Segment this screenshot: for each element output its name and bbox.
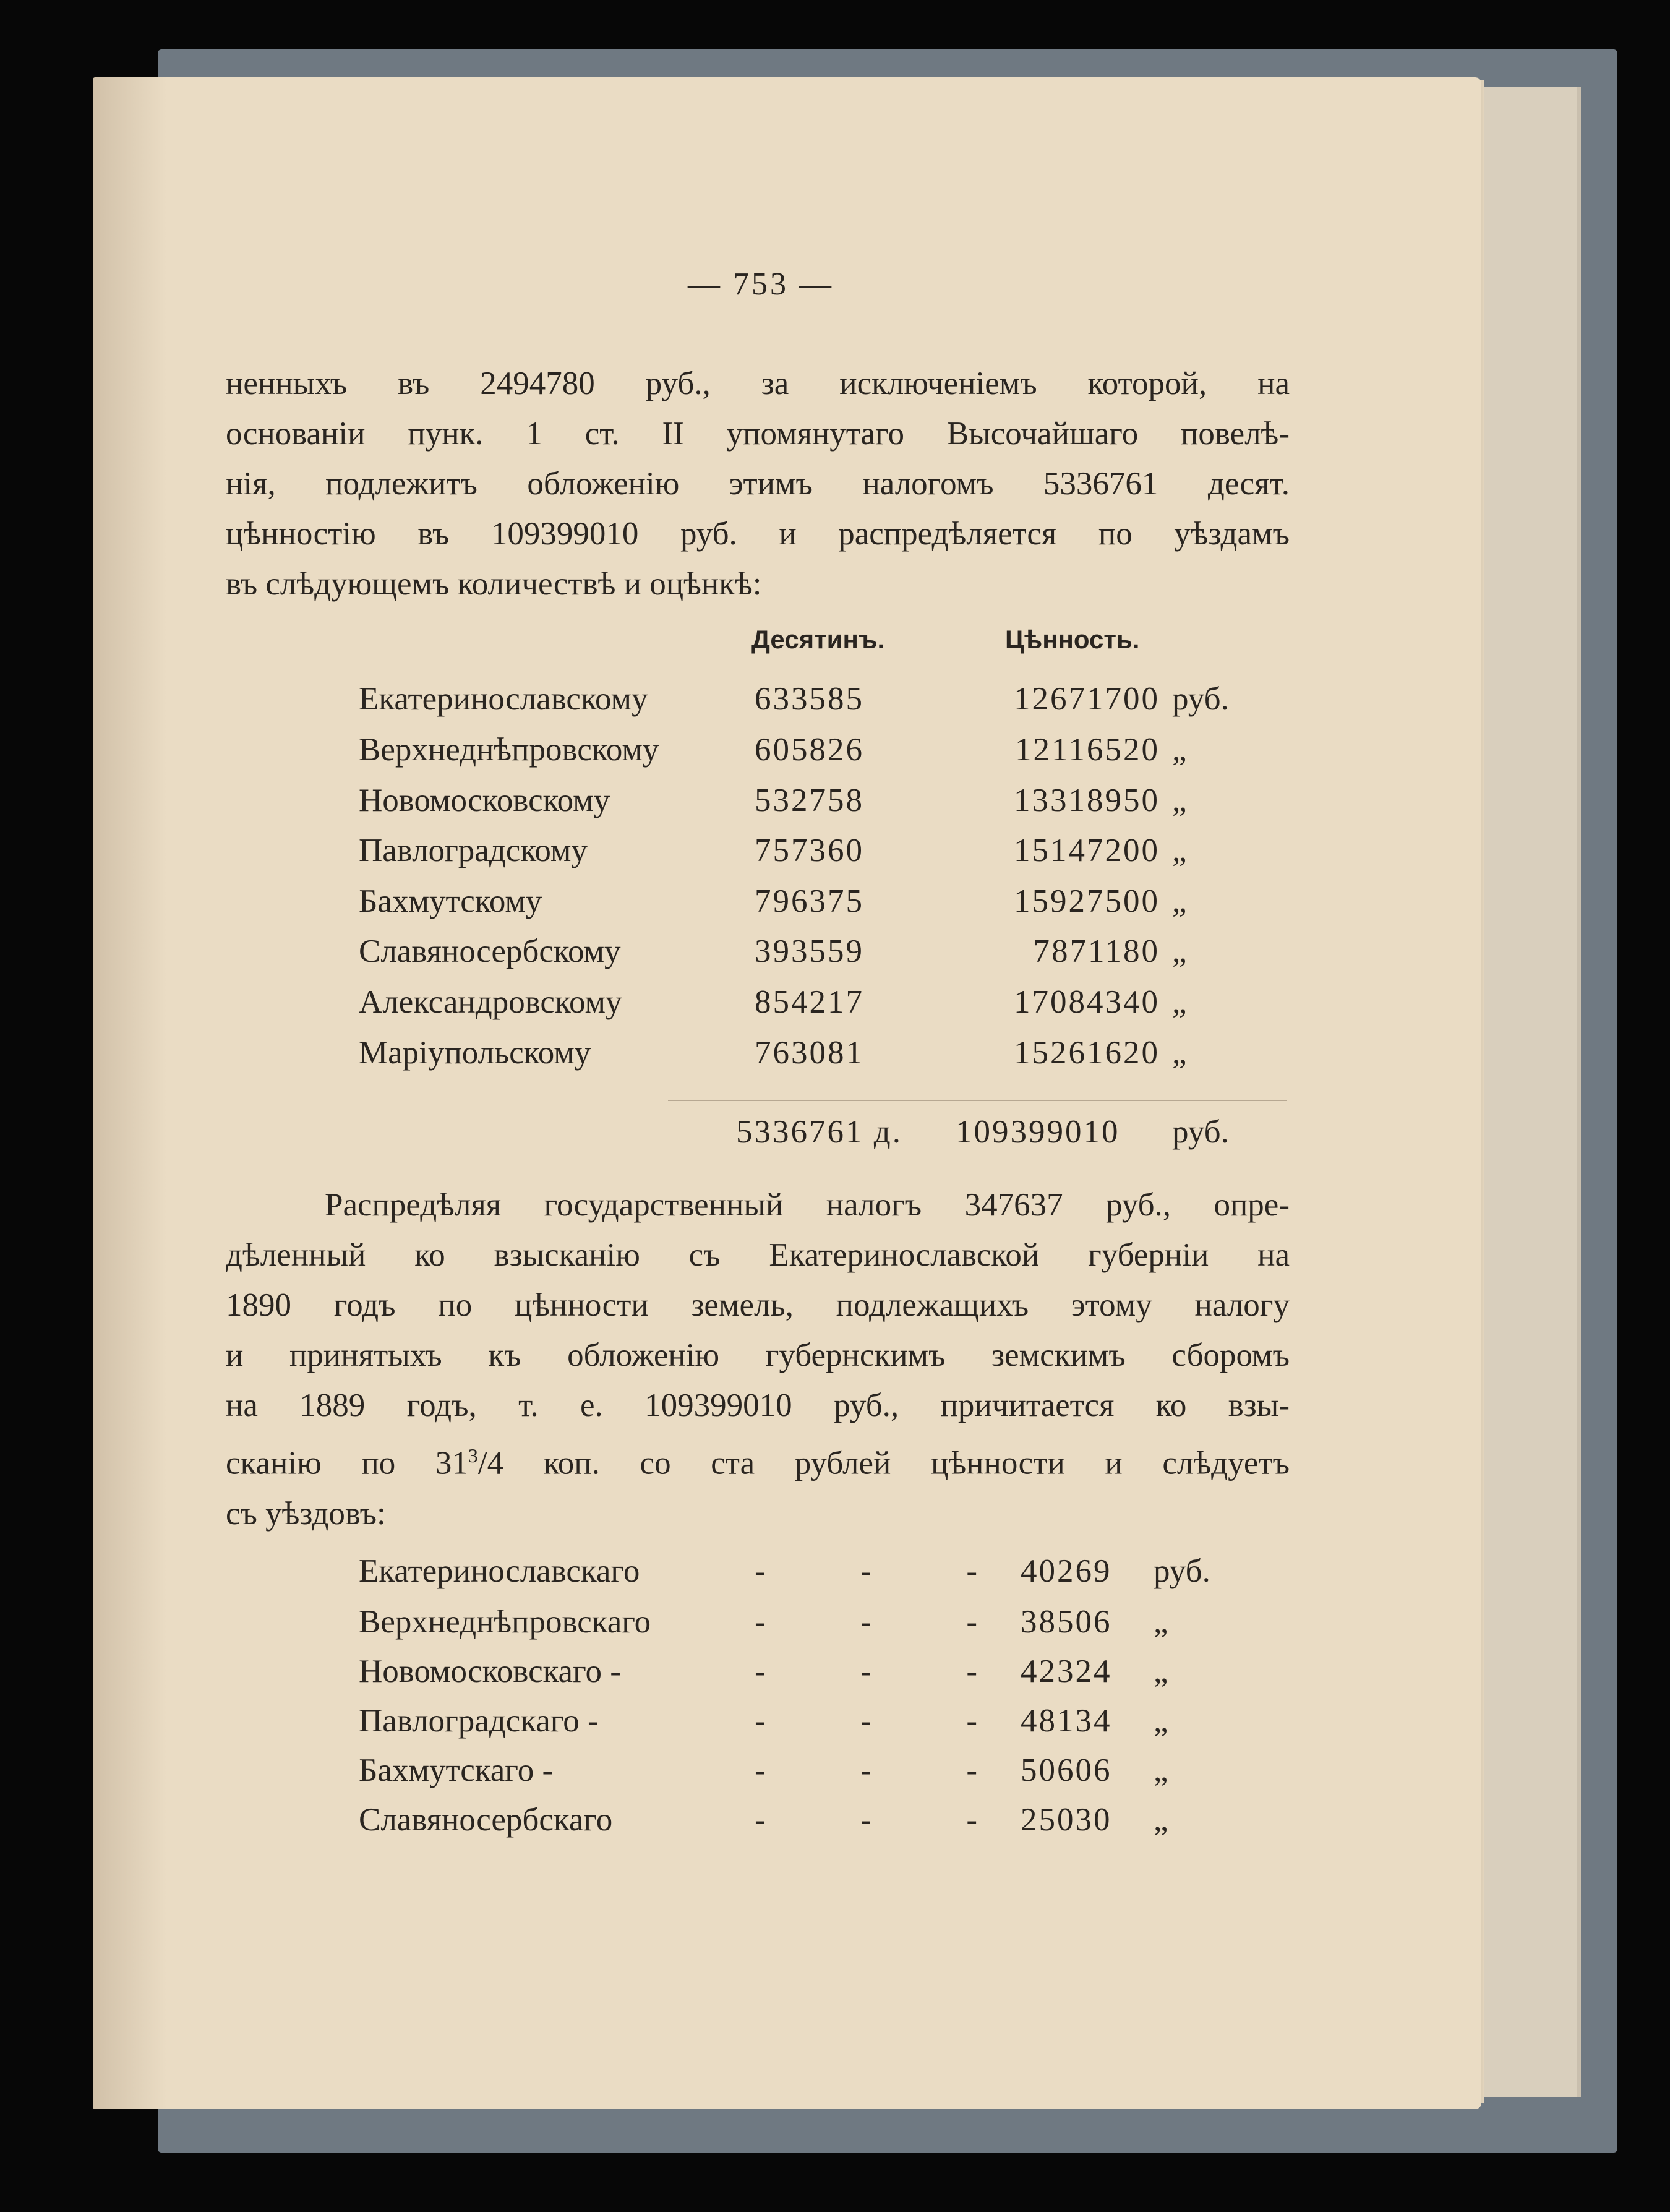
amount-cell: 48134 bbox=[1021, 1703, 1112, 1739]
total-desyatin: 5336761 д. bbox=[736, 1114, 902, 1150]
unit-cell: „ bbox=[1154, 1752, 1168, 1788]
district-name: Новомосковскому bbox=[359, 782, 610, 818]
text-line: и принятыхъ къ обложенію губернскимъ земскимъ сборомъ bbox=[226, 1337, 1290, 1373]
district-name: Славяносербскаго bbox=[359, 1802, 613, 1838]
unit-cell: „ bbox=[1172, 883, 1187, 919]
text-line: Распредѣляя государственный налогъ 347637 руб., опре- bbox=[325, 1187, 1290, 1223]
unit-cell: „ bbox=[1154, 1604, 1168, 1640]
table-row bbox=[0, 883, 1670, 932]
text-line: въ слѣдующемъ количествѣ и оцѣнкѣ: bbox=[226, 566, 762, 602]
leader-dashes: - - - bbox=[755, 1604, 977, 1640]
value-cell: 17084340 bbox=[1014, 984, 1160, 1020]
text-line: на 1889 годъ, т. е. 109399010 руб., причитается ко взы- bbox=[226, 1387, 1290, 1423]
leader-dashes: - - - bbox=[755, 1752, 977, 1788]
desyatin-cell: 532758 bbox=[755, 782, 864, 818]
paragraph-1 bbox=[226, 359, 1290, 609]
table-row bbox=[0, 984, 1670, 1033]
paragraph-2 bbox=[226, 1180, 1290, 1539]
desyatin-cell: 393559 bbox=[755, 933, 864, 969]
text-line: цѣнностію въ 109399010 руб. и распредѣляется по уѣздамъ bbox=[226, 516, 1290, 552]
value-cell: 15927500 bbox=[1014, 883, 1160, 919]
value-cell: 15261620 bbox=[1014, 1035, 1160, 1071]
district-name: Павлоградскаго - bbox=[359, 1703, 599, 1739]
sum-rule bbox=[668, 1100, 1287, 1101]
table-row bbox=[0, 1034, 1670, 1084]
table-row bbox=[0, 933, 1670, 982]
table-row bbox=[0, 1603, 1670, 1653]
page-number: — 753 — bbox=[688, 267, 834, 302]
unit-cell: „ bbox=[1172, 782, 1187, 818]
unit-cell: „ bbox=[1172, 933, 1187, 969]
value-cell: 12116520 bbox=[1014, 732, 1160, 768]
text-line: нія, подлежитъ обложенію этимъ налогомъ 5336761 десят. bbox=[226, 466, 1290, 502]
table-row bbox=[0, 1801, 1670, 1851]
text-line bbox=[226, 1431, 1290, 1489]
table-row bbox=[0, 680, 1670, 730]
text-fragment: сканію по 31 bbox=[226, 1445, 468, 1481]
unit-cell: „ bbox=[1172, 1035, 1187, 1071]
table-row bbox=[0, 782, 1670, 831]
text-line: съ уѣздовъ: bbox=[226, 1495, 386, 1532]
desyatin-cell: 605826 bbox=[755, 732, 864, 768]
unit-cell: „ bbox=[1154, 1653, 1168, 1689]
desyatin-cell: 854217 bbox=[755, 984, 864, 1020]
unit-cell: руб. bbox=[1154, 1553, 1210, 1589]
desyatin-cell: 796375 bbox=[755, 883, 864, 919]
leader-dashes: - - - bbox=[755, 1553, 977, 1589]
leader-dashes: - - - bbox=[755, 1653, 977, 1689]
column-header-desyatin: Десятинъ. bbox=[751, 625, 885, 654]
total-value: 109399010 bbox=[956, 1114, 1120, 1150]
column-header-value: Цѣнность. bbox=[1005, 625, 1140, 654]
value-cell: 12671700 bbox=[1014, 681, 1160, 717]
value-cell: 13318950 bbox=[1014, 782, 1160, 818]
amount-cell: 25030 bbox=[1021, 1802, 1112, 1838]
unit-cell: „ bbox=[1172, 732, 1187, 768]
leader-dashes: - - - bbox=[755, 1802, 977, 1838]
desyatin-cell: 633585 bbox=[755, 681, 864, 717]
district-name: Екатеринославскому bbox=[359, 681, 648, 717]
unit-cell: „ bbox=[1154, 1802, 1168, 1838]
district-name: Екатеринославскаго bbox=[359, 1553, 640, 1589]
text-line: ненныхъ въ 2494780 руб., за исключеніемъ которой, на bbox=[226, 366, 1290, 401]
unit-cell: „ bbox=[1154, 1703, 1168, 1739]
text-line: дѣленный ко взысканію съ Екатеринославской губерніи на bbox=[226, 1237, 1290, 1273]
leader-dashes: - - - bbox=[755, 1703, 977, 1739]
desyatin-cell: 763081 bbox=[755, 1035, 864, 1071]
table-row bbox=[0, 1553, 1670, 1602]
unit-cell: руб. bbox=[1172, 681, 1229, 717]
superscript: 3 bbox=[468, 1444, 478, 1467]
unit-cell: „ bbox=[1172, 984, 1187, 1020]
table-row bbox=[0, 1752, 1670, 1801]
amount-cell: 42324 bbox=[1021, 1653, 1112, 1689]
total-unit: руб. bbox=[1172, 1114, 1229, 1150]
district-name: Александровскому bbox=[359, 984, 622, 1020]
district-name: Бахмутскому bbox=[359, 883, 542, 919]
amount-cell: 38506 bbox=[1021, 1604, 1112, 1640]
table-row bbox=[0, 1653, 1670, 1702]
amount-cell: 40269 bbox=[1021, 1553, 1112, 1589]
value-cell: 15147200 bbox=[1014, 833, 1160, 868]
text-line: основаніи пунк. 1 ст. II упомянутаго Высочайшаго повелѣ- bbox=[226, 416, 1290, 452]
text-fragment: /4 коп. со ста рублей цѣнности и слѣдуетъ bbox=[477, 1445, 1290, 1481]
district-name: Бахмутскаго - bbox=[359, 1752, 554, 1788]
table-row bbox=[0, 731, 1670, 781]
district-name: Маріупольскому bbox=[359, 1035, 591, 1071]
unit-cell: „ bbox=[1172, 833, 1187, 868]
amount-cell: 50606 bbox=[1021, 1752, 1112, 1788]
district-name: Славяносербскому bbox=[359, 933, 621, 969]
district-name: Верхнеднѣпровскому bbox=[359, 732, 659, 768]
text-line: 1890 годъ по цѣнности земель, подлежащихъ этому налогу bbox=[226, 1287, 1290, 1323]
district-name: Новомосковскаго - bbox=[359, 1653, 621, 1689]
district-name: Верхнеднѣпровскаго bbox=[359, 1604, 651, 1640]
table-row bbox=[0, 832, 1670, 881]
value-cell: 7871180 bbox=[1033, 933, 1160, 969]
desyatin-cell: 757360 bbox=[755, 833, 864, 868]
table-row bbox=[0, 1702, 1670, 1752]
district-name: Павлоградскому bbox=[359, 833, 588, 868]
